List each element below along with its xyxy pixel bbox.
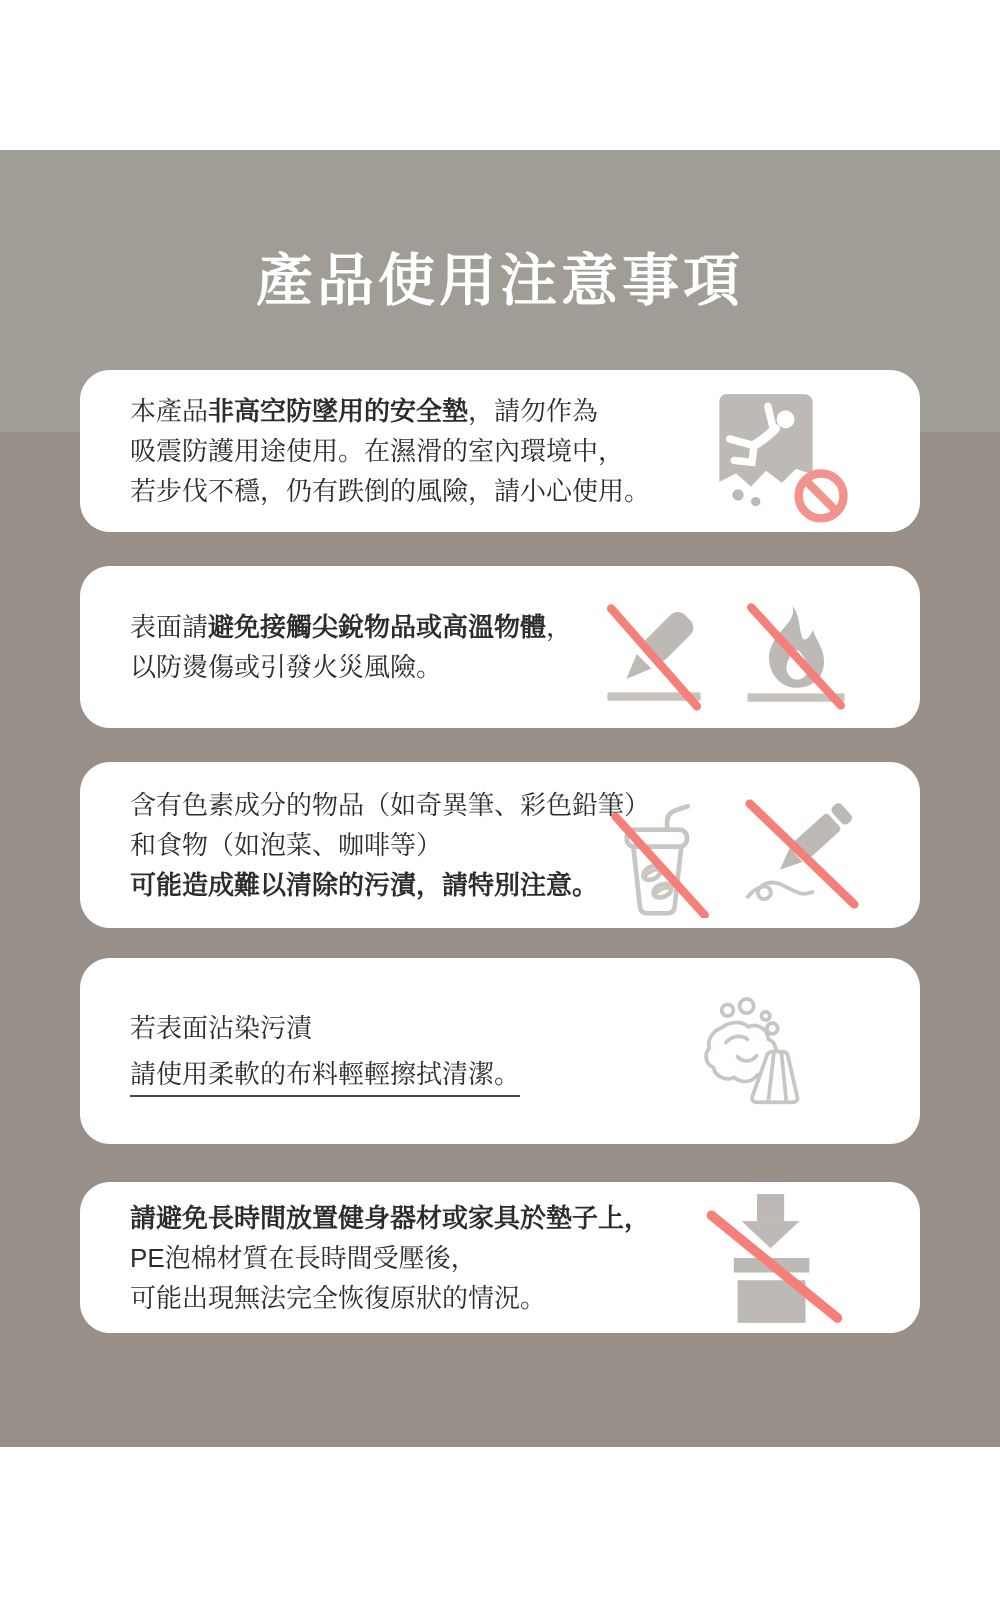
warning-card-no-stains — [80, 762, 920, 928]
text-segment: 本產品 — [130, 396, 209, 426]
text-segment: ， — [546, 612, 573, 642]
page-title: 產品使用注意事項 — [256, 249, 744, 313]
text-line — [130, 607, 572, 647]
text-line — [130, 647, 572, 687]
suds-and-cloth — [706, 999, 797, 1102]
warning-card-no-fall-protection — [80, 370, 920, 532]
text-segment: 吸震防護用途使用。在濕滑的室內環境中， — [130, 436, 625, 466]
text-line — [130, 1238, 650, 1278]
text-segment-underlined: 請使用柔軟的布料輕輕擦拭清潔。 — [130, 1058, 520, 1097]
text-segment: PE泡棉材質在長時間受壓後， — [130, 1242, 477, 1273]
no-flame-icon — [740, 600, 852, 712]
debris-dot — [732, 489, 743, 500]
text-segment: 若表面沾染污漬 — [130, 1013, 313, 1043]
text-segment: 表面請 — [130, 612, 209, 642]
text-segment-bold: 非高空防墜用的安全墊 — [208, 396, 469, 426]
text-segment: 可能出現無法完全恢復原狀的情況。 — [130, 1282, 547, 1313]
text-line — [130, 1005, 520, 1051]
text-line — [130, 471, 650, 511]
soap-suds-and-cloth-icon — [696, 992, 808, 1108]
text-segment: 以防燙傷或引發火災風險。 — [130, 652, 443, 682]
text-line — [130, 1198, 650, 1238]
text-line — [130, 1051, 520, 1097]
no-cutter-icon — [598, 600, 710, 712]
no-drink-cup-icon — [608, 794, 716, 918]
warning-card-no-sharp-or-hot — [80, 566, 920, 728]
text-line — [130, 865, 650, 905]
text-segment: 含有色素成分的物品（如奇異筆、彩色鉛筆） — [130, 790, 651, 820]
text-segment: 若步伐不穩，仍有跌倒的風險，請小心使用。 — [130, 476, 651, 506]
text-segment: ，請勿作為 — [468, 396, 599, 426]
text-line — [130, 785, 650, 825]
text-segment-bold: 可能造成難以清除的污漬，請特別注意。 — [130, 870, 599, 900]
cutter-knife — [616, 608, 697, 689]
card-text — [130, 785, 650, 905]
card-text — [130, 391, 650, 511]
warning-card-no-heavy-load — [80, 1182, 920, 1333]
debris-dot — [751, 497, 760, 506]
warning-card-cleaning — [80, 958, 920, 1144]
falling-person-prohibited-icon — [710, 394, 850, 525]
text-segment: 和食物（如泡菜、咖啡等） — [130, 830, 443, 860]
scribble-line — [748, 883, 813, 899]
text-line — [130, 431, 650, 471]
text-line — [130, 825, 650, 865]
card-text — [130, 1005, 520, 1097]
card-text — [130, 1198, 650, 1318]
no-heavy-press-icon — [696, 1190, 851, 1324]
card-text — [130, 607, 572, 687]
text-line — [130, 391, 650, 431]
text-segment-bold: 請避免長時間放置健身器材或家具於墊子上， — [130, 1202, 651, 1233]
no-marker-pen-icon — [740, 796, 864, 912]
text-line — [130, 1278, 650, 1318]
text-segment-bold: 避免接觸尖銳物品或高溫物體 — [208, 612, 547, 642]
